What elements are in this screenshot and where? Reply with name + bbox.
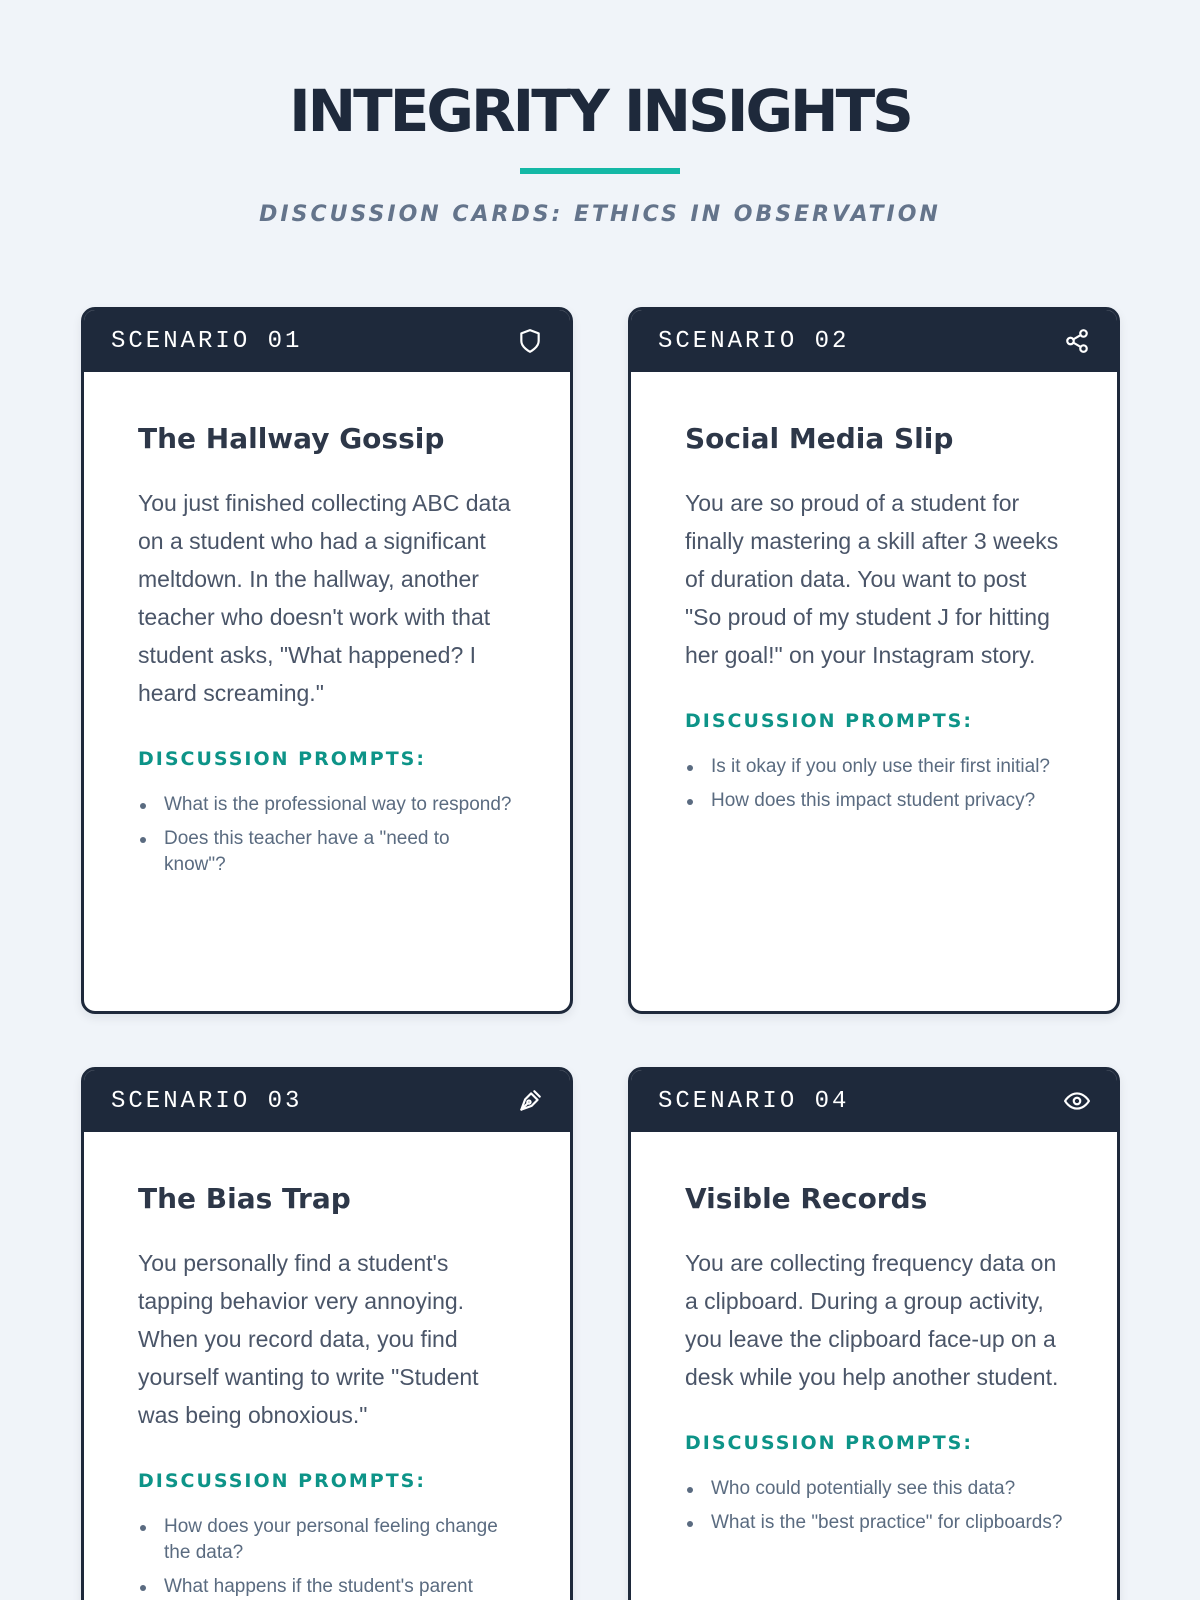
prompt-item: What happens if the student's parent — [138, 1574, 516, 1600]
card-description: You are so proud of a student for finally mastering a skill after 3 weeks of duration data. You want to post "So proud of my student J for hitting her goal!" on your Instagram story. — [685, 489, 1059, 668]
prompts-heading: DISCUSSION PROMPTS: — [685, 709, 973, 732]
shield-icon — [516, 327, 544, 355]
prompt-item: Who could potentially see this data? — [685, 1476, 1063, 1502]
scenario-tag: SCENARIO 01 — [111, 327, 303, 355]
prompts-heading: DISCUSSION PROMPTS: — [138, 747, 426, 770]
card-description: You just finished collecting ABC data on a student who had a significant meltdown. In the hallway, another teacher who doesn't work with that student asks, "What happened? I heard screaming." — [138, 489, 511, 706]
scenario-card — [628, 1067, 1120, 1600]
prompt-item: What is the "best practice" for clipboards? — [685, 1510, 1063, 1536]
card-header — [84, 310, 570, 372]
prompts-list — [138, 792, 516, 878]
card-header — [631, 1070, 1117, 1132]
scenario-card — [81, 1067, 573, 1600]
prompts-heading: DISCUSSION PROMPTS: — [685, 1431, 973, 1454]
prompt-item: How does your personal feeling change the data? — [138, 1514, 516, 1566]
prompt-item: Is it okay if you only use their first initial? — [685, 754, 1063, 780]
page-header — [0, 0, 1200, 227]
share-icon — [1063, 327, 1091, 355]
scenario-tag: SCENARIO 03 — [111, 1087, 303, 1115]
prompt-item: What is the professional way to respond? — [138, 792, 516, 818]
card-title: The Hallway Gossip — [138, 422, 445, 455]
page-subtitle: DISCUSSION CARDS: ETHICS IN OBSERVATION — [259, 202, 941, 227]
scenario-card — [628, 307, 1120, 1014]
card-body — [84, 372, 570, 878]
scenario-tag: SCENARIO 04 — [658, 1087, 850, 1115]
prompt-item: How does this impact student privacy? — [685, 788, 1063, 814]
page-title: INTEGRITY INSIGHTS — [289, 77, 911, 145]
pen-icon — [516, 1087, 544, 1115]
prompts-heading: DISCUSSION PROMPTS: — [138, 1469, 426, 1492]
card-title: Social Media Slip — [685, 422, 954, 455]
title-underline — [520, 168, 680, 174]
card-title: The Bias Trap — [138, 1182, 351, 1215]
prompts-list — [138, 1514, 516, 1600]
card-header — [84, 1070, 570, 1132]
scenario-card — [81, 307, 573, 1014]
scenario-tag: SCENARIO 02 — [658, 327, 850, 355]
prompts-list — [685, 754, 1063, 814]
card-body — [631, 1132, 1117, 1536]
prompt-item: Does this teacher have a "need to know"? — [138, 826, 516, 878]
card-header — [631, 310, 1117, 372]
card-title: Visible Records — [685, 1182, 928, 1215]
prompts-list — [685, 1476, 1063, 1536]
card-body — [631, 372, 1117, 814]
card-description: You are collecting frequency data on a clipboard. During a group activity, you leave the clipboard face-up on a desk while you help another student. — [685, 1249, 1059, 1390]
card-body — [84, 1132, 570, 1600]
eye-icon — [1063, 1087, 1091, 1115]
card-description: You personally find a student's tapping behavior very annoying. When you record data, you find yourself wanting to write "Student was being obnoxious." — [138, 1249, 479, 1428]
